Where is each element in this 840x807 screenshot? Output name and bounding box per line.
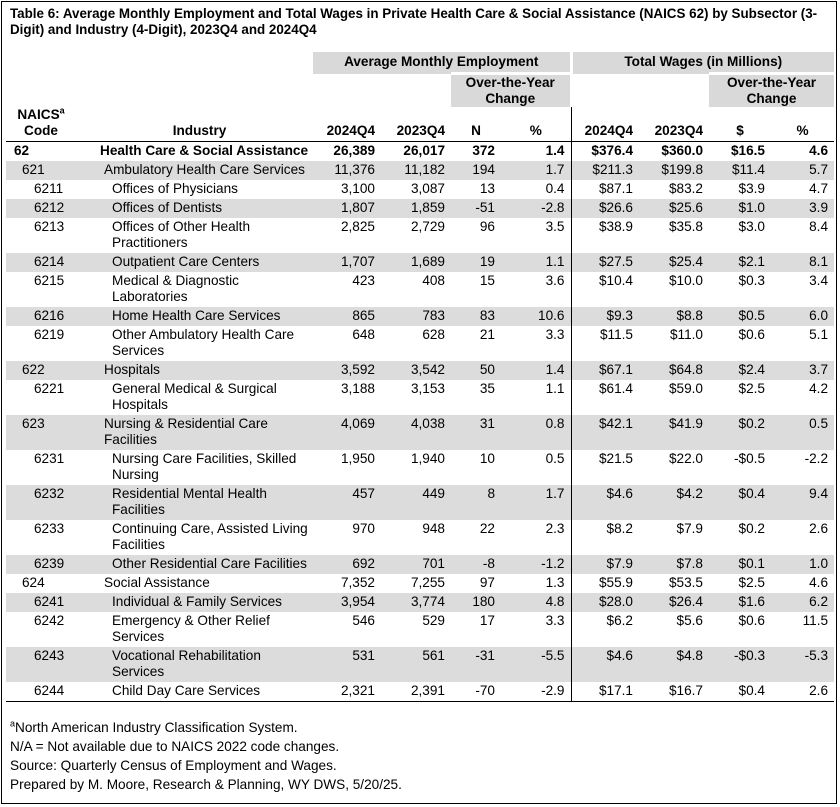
naics-code-cell: 6216 [6, 307, 86, 326]
footnote-prepared: Prepared by M. Moore, Research & Planning, WY DWS, 5/20/25. [10, 777, 402, 792]
table-row [6, 361, 834, 380]
wage-2023q4-cell: $360.0 [661, 143, 703, 158]
naics-code-cell: 6244 [6, 682, 86, 702]
industry-cell [86, 161, 313, 180]
wage-2023q4-cell: $59.0 [668, 381, 703, 396]
employment-change-header: Over-the-Year Change [451, 74, 571, 108]
table-row [6, 612, 834, 647]
emp-2023q4-cell: 2,729 [410, 219, 445, 234]
industry-cell [86, 520, 313, 555]
wage-change-dollar-cell: $2.5 [738, 575, 765, 590]
emp-2023q4-cell: 2,391 [381, 682, 451, 702]
emp-2024q4-cell: 3,954 [313, 593, 381, 612]
naics-code-cell: 6232 [6, 485, 86, 520]
wage-change-pct-cell: 3.9 [771, 199, 834, 218]
industry-cell [86, 199, 313, 218]
emp-2024q4-cell: 970 [352, 521, 375, 536]
emp-n-header: N [471, 123, 481, 138]
table-row [6, 142, 834, 162]
emp-change-pct-cell: 0.8 [501, 415, 571, 450]
emp-2024q4-cell: 11,376 [313, 161, 381, 180]
naics-code-cell: 6231 [34, 451, 65, 466]
emp-change-n-cell: 180 [451, 593, 501, 612]
table-title: Table 6: Average Monthly Employment and Total Wages in Private Health Care & Social Assistance (NAICS 62) by Subsector (3-Digit) and Industry (4-Digit), 2023Q4 and 2024Q4 [10, 6, 818, 37]
emp-2023q4-header: 2023Q4 [396, 123, 445, 138]
wage-change-pct-cell: 0.5 [771, 415, 834, 450]
wage-2023q4-cell: $53.5 [668, 575, 703, 590]
industry-name: Offices of Dentists [112, 200, 223, 215]
wage-2023q4-cell: $64.8 [639, 361, 709, 380]
wage-2024q4-cell: $55.9 [598, 575, 633, 590]
emp-2023q4-cell: 1,689 [381, 253, 451, 272]
emp-2024q4-header: 2024Q4 [326, 123, 375, 138]
wage-2024q4-cell: $7.9 [571, 555, 639, 574]
naics-code-cell: 6243 [6, 647, 86, 682]
emp-change-pct-cell: -2.9 [501, 682, 571, 702]
industry-name: Continuing Care, Assisted Living [112, 521, 308, 536]
industry-cell [86, 555, 313, 574]
table-row [6, 307, 834, 326]
wage-change-pct-cell: 8.4 [809, 219, 829, 234]
emp-2024q4-cell: 7,352 [340, 575, 375, 590]
naics-code-cell: 6219 [34, 327, 65, 342]
emp-2023q4-cell: 1,940 [410, 451, 445, 466]
emp-2024q4-cell: 457 [313, 485, 381, 520]
emp-change-pct-cell: 1.1 [501, 380, 571, 415]
wage-2023q4-cell: $41.9 [639, 415, 709, 450]
wage-2024q4-cell: $376.4 [591, 143, 633, 158]
industry-cell [86, 142, 313, 162]
emp-2024q4-cell: 692 [313, 555, 381, 574]
naics-code-cell: 6239 [6, 555, 86, 574]
industry-name-cont: Hospitals [112, 397, 168, 412]
industry-cell [86, 218, 313, 253]
industry-name: Offices of Other Health [112, 219, 251, 234]
industry-header: Industry [172, 123, 227, 138]
wage-2024q4-cell: $17.1 [571, 682, 639, 702]
wage-2023q4-cell: $35.8 [668, 219, 703, 234]
wage-change-pct-cell: 6.0 [771, 307, 834, 326]
emp-2024q4-cell: 3,188 [340, 381, 375, 396]
emp-2024q4-cell: 3,592 [313, 361, 381, 380]
emp-2024q4-cell: 531 [313, 647, 381, 682]
emp-2023q4-cell: 529 [422, 613, 445, 628]
emp-change-n-cell: 15 [479, 273, 495, 288]
table-row [6, 272, 834, 307]
wage-2024q4-cell: $87.1 [598, 181, 633, 196]
industry-name-cont: Facilities [112, 502, 165, 517]
wage-2024q4-cell: $28.0 [571, 593, 639, 612]
naics-code-cell: 621 [6, 161, 86, 180]
industry-name: Nursing Care Facilities, Skilled [112, 451, 297, 466]
industry-name: Medical & Diagnostic [112, 273, 239, 288]
naics-code-cell: 623 [6, 415, 86, 450]
emp-change-n-cell: 17 [479, 613, 495, 628]
emp-2023q4-cell: 3,774 [381, 593, 451, 612]
naics-code-cell: 6214 [6, 253, 86, 272]
wage-2023q4-cell: $8.8 [639, 307, 709, 326]
emp-change-n-cell: 13 [479, 181, 495, 196]
emp-change-pct-cell: -5.5 [501, 647, 571, 682]
emp-change-n-cell: 10 [479, 451, 495, 466]
footnote-naics: $^a$North American Industry Classification System. [10, 718, 298, 735]
emp-change-pct-cell: 0.5 [501, 450, 571, 485]
wage-change-pct-cell: 4.6 [809, 143, 829, 158]
wage-change-dollar-cell: $2.1 [709, 253, 771, 272]
emp-2024q4-cell: 3,100 [340, 181, 375, 196]
table-row [6, 218, 834, 253]
wage-2023q4-cell: $25.6 [639, 199, 709, 218]
table-row [6, 682, 834, 702]
naics-code-cell: 6241 [6, 593, 86, 612]
industry-name: Offices of Physicians [112, 181, 238, 196]
emp-2024q4-cell: 26,389 [333, 143, 375, 158]
industry-cell [86, 612, 313, 647]
table-row [6, 180, 834, 199]
emp-change-n-cell: 19 [451, 253, 501, 272]
emp-change-pct-cell: 0.4 [501, 180, 571, 199]
naics-code-cell: 6212 [6, 199, 86, 218]
wage-2024q4-header: 2024Q4 [584, 123, 633, 138]
wage-change-pct-cell: 3.7 [771, 361, 834, 380]
wage-2024q4-cell: $26.6 [571, 199, 639, 218]
emp-change-n-cell: 372 [472, 143, 495, 158]
emp-change-pct-cell: 3.3 [501, 612, 571, 647]
naics-code-cell: 6211 [34, 181, 64, 196]
industry-cell [86, 380, 313, 415]
wage-change-dollar-cell: $1.6 [709, 593, 771, 612]
table-row [6, 555, 834, 574]
emp-change-pct-cell: 1.3 [501, 574, 571, 593]
emp-2023q4-cell: 408 [422, 273, 445, 288]
wage-2024q4-cell: $9.3 [571, 307, 639, 326]
emp-2023q4-cell: 3,542 [381, 361, 451, 380]
wage-2024q4-cell: $8.2 [606, 521, 633, 536]
emp-change-pct-cell: -2.8 [501, 199, 571, 218]
table-row [6, 253, 834, 272]
wage-2024q4-cell: $6.2 [606, 613, 633, 628]
emp-change-pct-cell: 2.3 [501, 520, 571, 555]
wage-change-pct-cell: 9.4 [771, 485, 834, 520]
naics-code-cell: 624 [22, 575, 45, 590]
emp-change-n-cell: 97 [479, 575, 495, 590]
table-row [6, 647, 834, 682]
emp-change-pct-cell: 3.5 [501, 218, 571, 253]
industry-name: Vocational Rehabilitation [112, 648, 261, 663]
emp-change-n-cell: -70 [451, 682, 501, 702]
industry-name: Residential Mental Health [112, 486, 267, 501]
wage-change-dollar-cell: $2.4 [709, 361, 771, 380]
wage-change-pct-cell: 11.5 [802, 613, 829, 628]
industry-name-cont: Facilities [104, 432, 157, 447]
emp-2024q4-cell: 1,950 [340, 451, 375, 466]
wage-2023q4-cell: $22.0 [668, 451, 703, 466]
industry-cell [86, 415, 313, 450]
emp-2023q4-cell: 11,182 [381, 161, 451, 180]
industry-name-cont: Services [112, 664, 165, 679]
emp-pct-header: % [501, 107, 571, 142]
emp-2024q4-cell: 423 [352, 273, 375, 288]
naics-code-cell: 6213 [34, 219, 65, 234]
wage-2023q4-cell: $199.8 [639, 161, 709, 180]
table-row [6, 574, 834, 593]
wage-change-pct-cell: 8.1 [771, 253, 834, 272]
emp-change-pct-cell: -1.2 [501, 555, 571, 574]
industry-name: Ambulatory Health Care Services [104, 162, 305, 177]
emp-change-n-cell: -31 [451, 647, 501, 682]
emp-change-n-cell: 8 [451, 485, 501, 520]
industry-cell [86, 450, 313, 485]
wage-change-dollar-cell: $0.4 [709, 682, 771, 702]
emp-change-pct-cell: 1.4 [501, 142, 571, 162]
emp-change-pct-cell: 1.7 [501, 161, 571, 180]
emp-change-n-cell: 21 [479, 327, 495, 342]
wage-change-dollar-cell: -$0.3 [709, 647, 771, 682]
table-row [6, 450, 834, 485]
wage-change-pct-cell: 2.6 [809, 521, 829, 536]
naics-code-cell: 6242 [34, 613, 65, 628]
wage-2023q4-cell: $25.4 [639, 253, 709, 272]
emp-change-pct-cell: 3.3 [501, 326, 571, 361]
wage-change-dollar-cell: $0.4 [709, 485, 771, 520]
emp-change-pct-cell: 10.6 [501, 307, 571, 326]
emp-2023q4-cell: 561 [381, 647, 451, 682]
naics-code-cell: 6233 [34, 521, 65, 536]
wage-dollar-header: $ [736, 123, 744, 138]
wage-change-pct-cell: -2.2 [804, 451, 829, 466]
emp-2023q4-cell: 26,017 [403, 143, 445, 158]
naics-code-header: NAICS$^a$ Code [17, 105, 65, 138]
emp-2023q4-cell: 1,859 [381, 199, 451, 218]
wage-2023q4-cell: $83.2 [668, 181, 703, 196]
industry-cell [86, 326, 313, 361]
wage-2023q4-cell: $4.8 [639, 647, 709, 682]
industry-name: Emergency & Other Relief [112, 613, 270, 628]
emp-2023q4-cell: 628 [422, 327, 445, 342]
emp-2024q4-cell: 546 [352, 613, 375, 628]
wage-change-dollar-cell: $0.5 [709, 307, 771, 326]
wage-change-pct-cell: 6.2 [771, 593, 834, 612]
emp-change-n-cell: 50 [451, 361, 501, 380]
wage-2024q4-cell: $21.5 [598, 451, 633, 466]
wage-2023q4-cell: $10.0 [668, 273, 703, 288]
table-row [6, 485, 834, 520]
industry-name: Hospitals [104, 362, 160, 377]
industry-name: Individual & Family Services [112, 594, 282, 609]
industry-name-cont: Nursing [112, 467, 159, 482]
industry-name-cont: Practitioners [112, 235, 188, 250]
emp-change-n-cell: 194 [451, 161, 501, 180]
wage-2023q4-cell: $16.7 [639, 682, 709, 702]
footnote-na: N/A = Not available due to NAICS 2022 code changes. [10, 739, 340, 754]
emp-2024q4-cell: 4,069 [313, 415, 381, 450]
wage-change-pct-cell: 4.7 [809, 181, 829, 196]
industry-name-cont: Laboratories [112, 289, 188, 304]
employment-group-header: Average Monthly Employment [313, 52, 571, 74]
wage-2023q4-header: 2023Q4 [654, 123, 703, 138]
emp-2023q4-cell: 3,153 [410, 381, 445, 396]
industry-name-cont: Services [112, 629, 165, 644]
emp-2024q4-cell: 2,321 [313, 682, 381, 702]
emp-2023q4-cell: 4,038 [381, 415, 451, 450]
industry-cell [86, 485, 313, 520]
industry-cell [86, 593, 313, 612]
emp-2023q4-cell: 3,087 [410, 181, 445, 196]
industry-cell [86, 272, 313, 307]
emp-change-pct-cell: 4.8 [501, 593, 571, 612]
table-row [6, 199, 834, 218]
wage-change-dollar-cell: $0.2 [738, 521, 765, 536]
emp-2023q4-cell: 783 [381, 307, 451, 326]
emp-2023q4-cell: 948 [422, 521, 445, 536]
naics-code-cell: 6221 [34, 381, 65, 396]
emp-2023q4-cell: 701 [381, 555, 451, 574]
industry-cell [86, 307, 313, 326]
wage-change-pct-cell: 4.2 [809, 381, 829, 396]
emp-2024q4-cell: 1,807 [313, 199, 381, 218]
industry-name: Other Residential Care Facilities [112, 556, 307, 571]
wage-2024q4-cell: $211.3 [571, 161, 639, 180]
wage-2024q4-cell: $27.5 [571, 253, 639, 272]
wage-2024q4-cell: $10.4 [598, 273, 633, 288]
wage-2023q4-cell: $7.8 [639, 555, 709, 574]
emp-2024q4-cell: 648 [352, 327, 375, 342]
emp-2024q4-cell: 865 [313, 307, 381, 326]
wage-change-dollar-cell: $0.1 [709, 555, 771, 574]
industry-name-cont: Services [112, 343, 165, 358]
wage-change-pct-cell: 5.7 [771, 161, 834, 180]
wage-change-dollar-cell: $2.5 [738, 381, 765, 396]
wage-change-dollar-cell: $0.6 [738, 327, 765, 342]
wage-2023q4-cell: $5.6 [676, 613, 703, 628]
wage-change-dollar-cell: $3.9 [738, 181, 765, 196]
wage-change-dollar-cell: $0.6 [738, 613, 765, 628]
wage-2024q4-cell: $42.1 [571, 415, 639, 450]
emp-change-n-cell: -8 [451, 555, 501, 574]
emp-change-n-cell: 83 [451, 307, 501, 326]
emp-2023q4-cell: 7,255 [410, 575, 445, 590]
naics-code-cell: 622 [6, 361, 86, 380]
wage-2023q4-cell: $26.4 [639, 593, 709, 612]
wage-change-pct-cell: 5.1 [809, 327, 829, 342]
emp-change-pct-cell: 1.7 [501, 485, 571, 520]
wage-2024q4-cell: $38.9 [598, 219, 633, 234]
wage-2024q4-cell: $4.6 [571, 485, 639, 520]
industry-cell [86, 647, 313, 682]
industry-name: Outpatient Care Centers [112, 254, 260, 269]
wage-change-pct-cell: 4.6 [809, 575, 829, 590]
wage-change-pct-cell: 1.0 [771, 555, 834, 574]
industry-name: General Medical & Surgical [112, 381, 277, 396]
wages-change-header: Over-the-Year Change [709, 74, 834, 108]
wage-pct-header: % [796, 123, 809, 138]
table-row [6, 415, 834, 450]
table-row [6, 326, 834, 361]
emp-2023q4-cell: 449 [381, 485, 451, 520]
wage-change-dollar-cell: $11.4 [709, 161, 771, 180]
footnote-source: Source: Quarterly Census of Employment and Wages. [10, 758, 337, 773]
industry-cell [86, 180, 313, 199]
wage-change-dollar-cell: -$0.5 [734, 451, 765, 466]
table-row [6, 520, 834, 555]
wage-change-pct-cell: 3.4 [809, 273, 829, 288]
industry-cell [86, 253, 313, 272]
wage-2023q4-cell: $4.2 [639, 485, 709, 520]
industry-name: Home Health Care Services [112, 308, 281, 323]
wage-2024q4-cell: $61.4 [598, 381, 633, 396]
wage-2024q4-cell: $11.5 [599, 327, 633, 342]
industry-cell [86, 574, 313, 593]
emp-change-n-cell: 22 [479, 521, 495, 536]
naics-code-cell: 6215 [34, 273, 65, 288]
wage-change-pct-cell: -5.3 [771, 647, 834, 682]
wage-change-dollar-cell: $1.0 [709, 199, 771, 218]
industry-name: Health Care & Social Assistance [100, 143, 309, 158]
industry-name: Social Assistance [104, 575, 210, 590]
emp-2024q4-cell: 1,707 [313, 253, 381, 272]
table-row [6, 593, 834, 612]
naics-code-cell: 62 [14, 143, 30, 158]
emp-change-pct-cell: 1.4 [501, 361, 571, 380]
industry-name: Other Ambulatory Health Care [112, 327, 295, 342]
industry-cell [86, 361, 313, 380]
wage-2023q4-cell: $7.9 [676, 521, 703, 536]
footnotes [10, 718, 402, 794]
emp-change-n-cell: 96 [479, 219, 495, 234]
wage-change-dollar-cell: $16.5 [730, 143, 765, 158]
industry-name: Nursing & Residential Care [104, 416, 268, 431]
emp-change-n-cell: 31 [451, 415, 501, 450]
emp-2024q4-cell: 2,825 [340, 219, 375, 234]
emp-change-pct-cell: 1.1 [501, 253, 571, 272]
wage-2023q4-cell: $11.0 [669, 327, 703, 342]
industry-cell [86, 682, 313, 702]
wage-change-dollar-cell: $3.0 [738, 219, 765, 234]
data-table [6, 52, 834, 702]
wage-change-pct-cell: 2.6 [771, 682, 834, 702]
wage-2024q4-cell: $4.6 [571, 647, 639, 682]
wage-change-dollar-cell: $0.2 [709, 415, 771, 450]
table-row [6, 161, 834, 180]
industry-name-cont: Facilities [112, 537, 165, 552]
industry-name: Child Day Care Services [112, 683, 261, 698]
wage-change-dollar-cell: $0.3 [738, 273, 765, 288]
emp-change-n-cell: 35 [479, 381, 495, 396]
emp-change-pct-cell: 3.6 [501, 272, 571, 307]
table-row [6, 380, 834, 415]
wage-2024q4-cell: $67.1 [571, 361, 639, 380]
emp-change-n-cell: -51 [451, 199, 501, 218]
wages-group-header: Total Wages (in Millions) [571, 52, 834, 74]
